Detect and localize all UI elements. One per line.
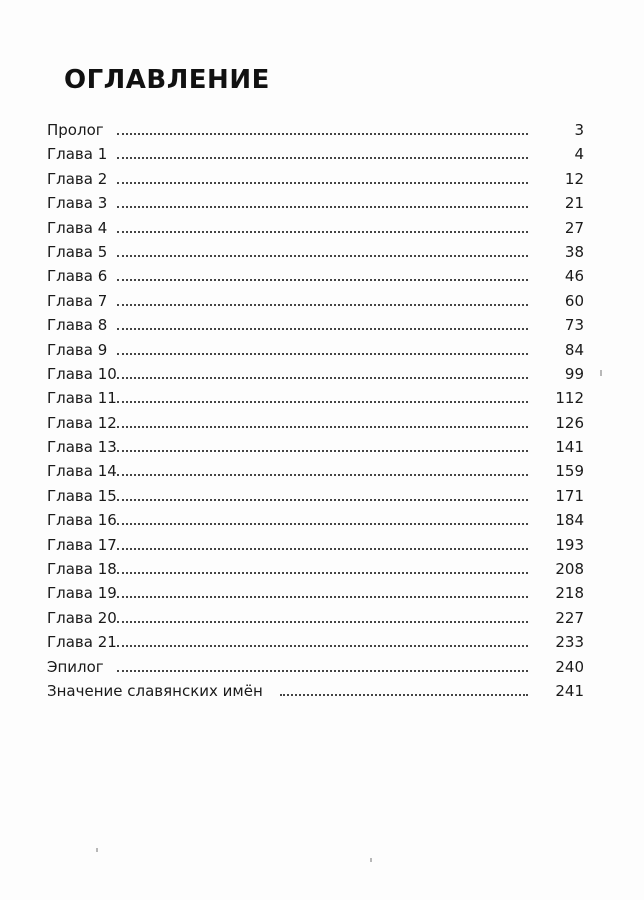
dot-leader — [117, 401, 528, 403]
dot-leader — [117, 474, 528, 476]
toc-entry-page-number: 46 — [564, 267, 584, 286]
toc-entry-label: Глава 1 — [47, 145, 108, 164]
dot-leader — [117, 328, 528, 330]
toc-entry-page-number: 27 — [564, 218, 584, 237]
toc-entry — [47, 362, 584, 386]
toc-entry-page-number: 60 — [564, 291, 584, 310]
toc-entry-label: Глава 9 — [47, 340, 108, 359]
toc-entry-page-number: 4 — [574, 145, 584, 164]
toc-entry — [47, 386, 584, 410]
toc-entry-label: Глава 21 — [47, 633, 117, 652]
toc-entry-page-number: 240 — [555, 657, 584, 676]
paper-speck — [370, 858, 372, 862]
paper-speck — [600, 370, 602, 376]
toc-entry — [47, 167, 584, 191]
toc-entry — [47, 679, 584, 703]
toc-entry — [47, 216, 584, 240]
toc-entry-page-number: 233 — [555, 633, 584, 652]
toc-entry-label: Глава 13 — [47, 438, 117, 457]
toc-entry-label: Пролог — [47, 121, 104, 139]
toc-entry — [47, 411, 584, 435]
toc-entry-label: Глава 4 — [47, 218, 108, 237]
toc-entry-label: Глава 18 — [47, 560, 117, 579]
toc-title: ОГЛАВЛЕНИЕ — [64, 65, 270, 95]
dot-leader — [280, 694, 528, 696]
toc-entry-page-number: 99 — [564, 364, 584, 383]
toc-entry-page-number: 171 — [555, 486, 584, 505]
toc-entry-page-number: 126 — [555, 413, 584, 432]
toc-entry — [47, 338, 584, 362]
toc-entry — [47, 191, 584, 215]
toc-entry-page-number: 227 — [555, 608, 584, 627]
dot-leader — [117, 231, 528, 233]
dot-leader — [117, 353, 528, 355]
toc-entry — [47, 533, 584, 557]
toc-entry — [47, 484, 584, 508]
toc-entry-page-number: 38 — [564, 242, 584, 261]
toc-entry-page-number: 208 — [555, 560, 584, 579]
toc-entry-label: Глава 6 — [47, 267, 108, 286]
toc-entry-page-number: 73 — [564, 316, 584, 335]
toc-entry — [47, 655, 584, 679]
dot-leader — [117, 157, 528, 159]
toc-entry — [47, 289, 584, 313]
toc-entry-label: Глава 2 — [47, 169, 108, 188]
toc-entry-label: Глава 5 — [47, 242, 108, 261]
dot-leader — [117, 596, 528, 598]
toc-entry-page-number: 184 — [555, 511, 584, 530]
toc-entry-page-number: 112 — [555, 389, 584, 408]
dot-leader — [117, 572, 528, 574]
toc-entry — [47, 118, 584, 142]
toc-entry-page-number: 12 — [564, 169, 584, 188]
toc-entry-label: Глава 19 — [47, 584, 117, 603]
dot-leader — [117, 450, 528, 452]
toc-entry — [47, 630, 584, 654]
toc-entry-label: Глава 7 — [47, 291, 108, 310]
toc-entry — [47, 240, 584, 264]
dot-leader — [117, 645, 528, 647]
toc-entry-label: Глава 14 — [47, 462, 117, 481]
toc-entry-label: Глава 15 — [47, 486, 117, 505]
toc-entry — [47, 508, 584, 532]
toc-entry — [47, 313, 584, 337]
toc-entry — [47, 557, 584, 581]
toc-entry — [47, 435, 584, 459]
dot-leader — [117, 206, 528, 208]
toc-list — [47, 118, 584, 703]
toc-entry-label: Значение славянских имён — [47, 681, 263, 700]
toc-entry — [47, 606, 584, 630]
dot-leader — [117, 523, 528, 525]
toc-entry — [47, 142, 584, 166]
toc-entry-page-number: 141 — [555, 438, 584, 457]
toc-entry-label: Глава 3 — [47, 194, 108, 213]
toc-entry-page-number: 193 — [555, 535, 584, 554]
dot-leader — [117, 377, 528, 379]
toc-entry-label: Глава 12 — [47, 413, 117, 432]
toc-entry-label: Глава 11 — [47, 389, 117, 408]
dot-leader — [117, 621, 528, 623]
toc-entry-page-number: 218 — [555, 584, 584, 603]
toc-entry-page-number: 84 — [564, 340, 584, 359]
toc-entry-page-number: 241 — [555, 681, 584, 700]
toc-entry-label: Глава 20 — [47, 608, 117, 627]
toc-entry — [47, 581, 584, 605]
toc-entry-label: Эпилог — [47, 657, 104, 676]
toc-entry-label: Глава 8 — [47, 316, 108, 335]
dot-leader — [117, 548, 528, 550]
toc-entry-label: Глава 17 — [47, 535, 117, 554]
toc-entry — [47, 264, 584, 288]
dot-leader — [117, 255, 528, 257]
dot-leader — [117, 499, 528, 501]
paper-speck — [96, 848, 98, 852]
dot-leader — [117, 133, 528, 135]
dot-leader — [117, 670, 528, 672]
toc-entry — [47, 459, 584, 483]
dot-leader — [117, 182, 528, 184]
toc-entry-label: Глава 10 — [47, 364, 117, 383]
toc-entry-page-number: 3 — [574, 121, 584, 139]
toc-entry-page-number: 21 — [564, 194, 584, 213]
toc-entry-page-number: 159 — [555, 462, 584, 481]
toc-entry-label: Глава 16 — [47, 511, 117, 530]
dot-leader — [117, 279, 528, 281]
dot-leader — [117, 304, 528, 306]
dot-leader — [117, 426, 528, 428]
